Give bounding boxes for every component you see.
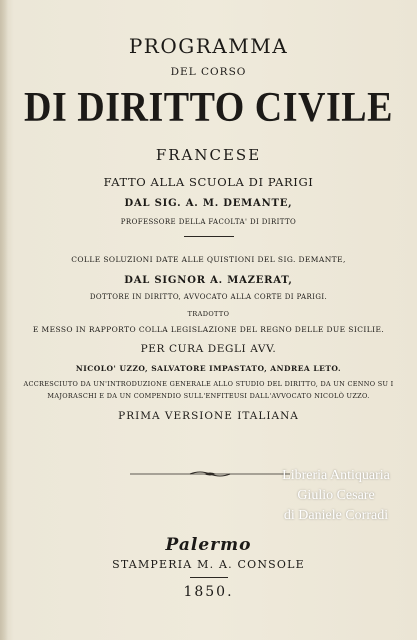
nationality-line: FRANCESE [155,146,262,164]
city-line: Palermo [165,535,252,555]
book-title: PROGRAMMA [128,34,289,58]
watermark-line: Libreria Antiquaria [282,468,390,483]
watermark-line: di Daniele Corradi [283,508,389,523]
subject-heading: DI DIRITTO CIVILE [24,84,393,132]
year-line: 1850. [183,584,234,600]
divider-rule [184,236,234,237]
solutions-line: COLLE SOLUZIONI DATE ALLE QUISTIONI DEL SIG. DEMANTE, [71,255,346,264]
version-line: PRIMA VERSIONE ITALIANA [118,410,299,422]
watermark-line: Giulio Cesare [297,488,375,503]
course-label: DEL CORSO [170,66,247,78]
school-line: FATTO ALLA SCUOLA DI PARIGI [103,175,314,189]
addition-line-1: ACCRESCIUTO DA UN'INTRODUZIONE GENERALE ALLO STUDIO DEL DIRITTO, DA UN CENNO SU I [23,380,394,388]
editor-role-line: DOTTORE IN DIRITTO, AVVOCATO ALLA CORTE DI PARIGI. [89,293,328,301]
translated-line: TRADOTTO [187,310,230,318]
bookseller-watermark [266,466,406,526]
author-line: DAL SIG. A. M. DEMANTE, [124,198,293,209]
addition-line-2: MAJORASCHI E DA UN COMPENDIO SULL'ENFITEUSI DALL'AVVOCATO NICOLÒ UZZO. [47,392,370,400]
author-role-line: PROFESSORE DELLA FACOLTA' DI DIRITTO [120,218,297,226]
printer-line: STAMPERIA M. A. CONSOLE [112,558,305,571]
editor-line: DAL SIGNOR A. MAZERAT, [124,275,293,286]
divider-rule [190,577,228,578]
translators-line: NICOLO' UZZO, SALVATORE IMPASTATO, ANDREA LETO. [75,364,342,373]
care-line: PER CURA DEGLI AVV. [140,343,277,355]
legislation-line: E MESSO IN RAPPORTO COLLA LEGISLAZIONE DEL REGNO DELLE DUE SICILIE. [32,325,385,334]
